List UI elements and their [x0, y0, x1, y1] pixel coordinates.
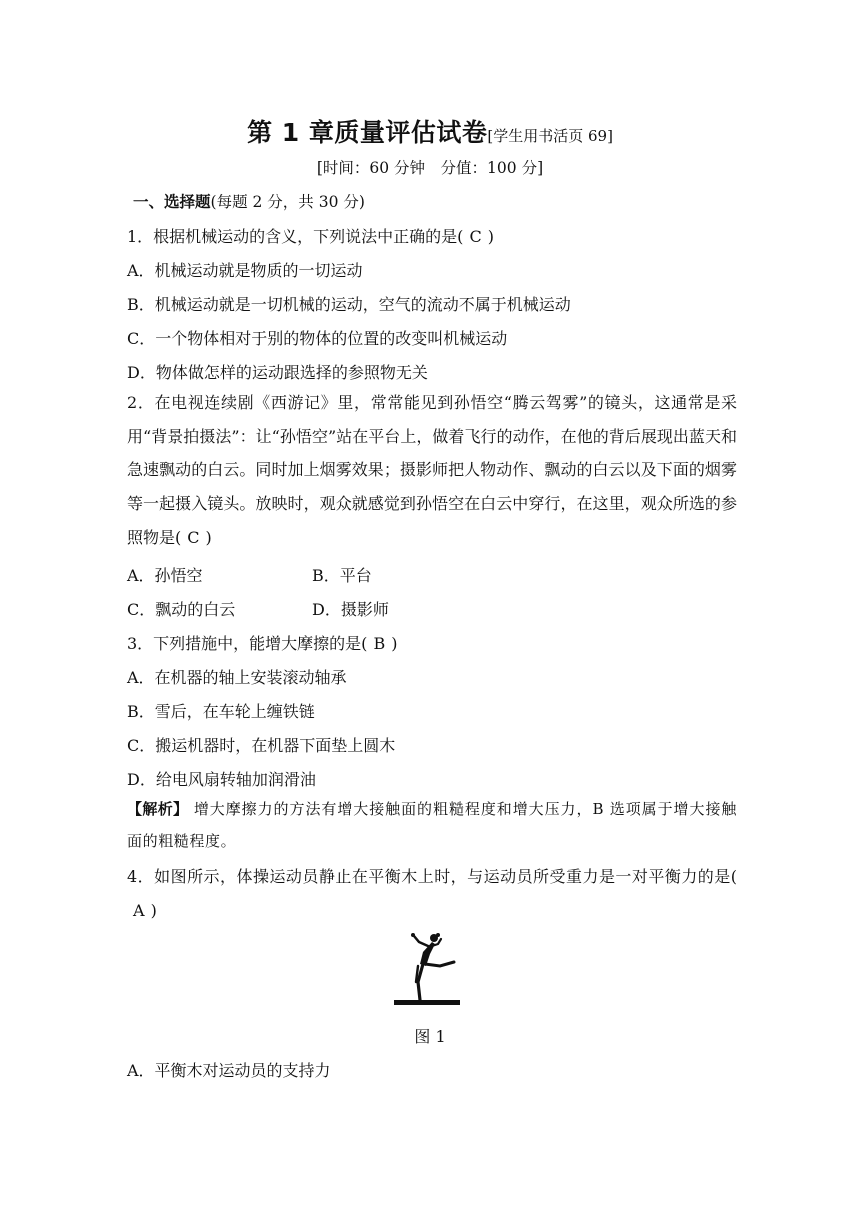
exam-time-score: [时间：60 分钟 分值：100 分] — [316, 159, 544, 177]
q3-analysis — [127, 793, 737, 857]
q1-option-a: A．机械运动就是物质的一切运动 — [127, 261, 363, 280]
q2-option-c: C．飘动的白云 — [127, 600, 236, 619]
analysis-label: 【解析】 — [127, 800, 189, 818]
q1-option-b: B．机械运动就是一切机械的运动，空气的流动不属于机械运动 — [127, 295, 571, 314]
question-1-answer: C — [469, 227, 482, 246]
analysis-text: 增大摩擦力的方法有增大接触面的粗糙程度和增大压力，B 选项属于增大接触面的粗糙程度。 — [127, 800, 737, 850]
q3-option-b: B．雪后，在车轮上缠铁链 — [127, 702, 315, 721]
page-title — [0, 113, 860, 149]
question-3-answer: B — [373, 634, 386, 653]
q4-option-a: A．平衡木对运动员的支持力 — [127, 1061, 331, 1080]
q2-option-b: B．平台 — [312, 566, 372, 585]
q1-option-c: C．一个物体相对于别的物体的位置的改变叫机械运动 — [127, 329, 508, 348]
exam-title: 第 1 章质量评估试卷 — [247, 118, 488, 147]
q2-option-a: A．孙悟空 — [127, 566, 203, 585]
book-page-reference: [学生用书活页 69] — [487, 127, 613, 145]
section-label: 一、选择题 — [133, 193, 211, 211]
question-4-stem: 4．如图所示，体操运动员静止在平衡木上时，与运动员所受重力是一对平衡力的是(A ) — [127, 860, 737, 927]
question-1-stem: 1．根据机械运动的含义，下列说法中正确的是( C ) — [127, 227, 494, 246]
question-2-stem: 2．在电视连续剧《西游记》里，常常能见到孙悟空“腾云驾雾”的镜头，这通常是采用“背景拍摄法”：让“孙悟空”站在平台上，做着飞行的动作，在他的背后展现出蓝天和急速飘动的白云。同时加上烟雾效果；摄影师把人物动作、飘动的白云以及下面的烟雾等一起摄入镜头。放映时，观众就感觉到孙悟空在白云中穿行，在这里，观众所选的参照物是( C ) — [127, 386, 737, 555]
figure-caption: 图 1 — [414, 1027, 446, 1046]
q3-option-a: A．在机器的轴上安装滚动轴承 — [127, 668, 347, 687]
question-3-stem: 3．下列措施中，能增大摩擦的是( B ) — [127, 634, 398, 653]
question-4-answer: A — [133, 900, 145, 920]
question-2-answer: C — [187, 527, 200, 547]
q3-option-d: D．给电风扇转轴加润滑油 — [127, 770, 316, 789]
section-note: (每题 2 分，共 30 分) — [210, 193, 365, 211]
q1-option-d: D．物体做怎样的运动跟选择的参照物无关 — [127, 363, 428, 382]
section-heading — [133, 190, 365, 212]
q2-option-d: D．摄影师 — [312, 600, 389, 619]
q3-option-c: C．搬运机器时，在机器下面垫上圆木 — [127, 736, 396, 755]
gymnast-balance-beam-figure — [392, 930, 462, 1010]
